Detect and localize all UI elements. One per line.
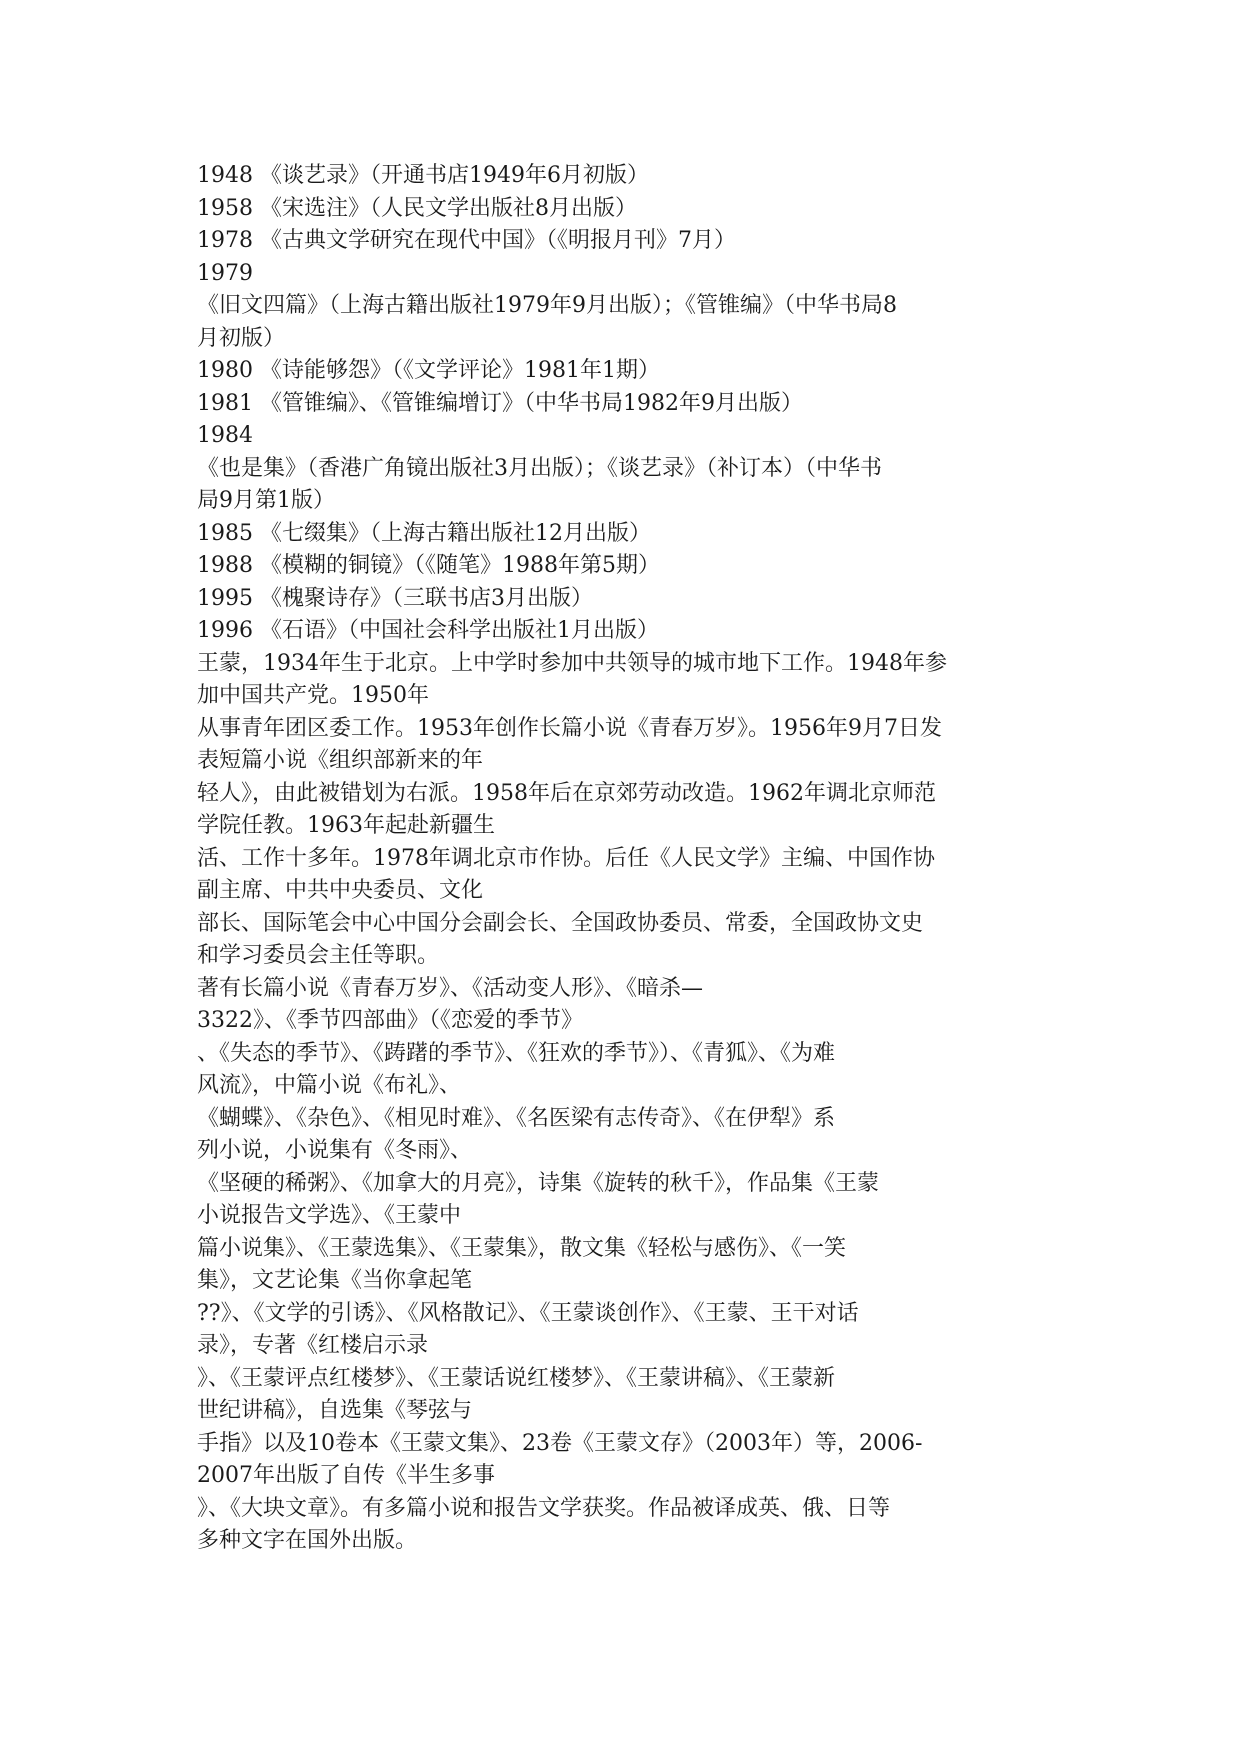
document-text: [197, 160, 1077, 1558]
text-line: 王蒙，1934年生于北京。上中学时参加中共领导的城市地下工作。1948年参: [197, 650, 947, 676]
text-line: 局9月第1版）: [197, 488, 335, 513]
text-line: 1996 《石语》（中国社会科学出版社1月出版）: [197, 618, 659, 643]
text-line: 篇小说集》、《王蒙选集》、《王蒙集》，散文集《轻松与感伤》、《一笑: [197, 1235, 847, 1261]
text-line: 著有长篇小说《青春万岁》、《活动变人形》、《暗杀—: [197, 975, 704, 1001]
text-line: 1988 《模糊的铜镜》（《随笔》1988年第5期）: [197, 553, 660, 578]
text-line: 手指》以及10卷本《王蒙文集》、23卷《王蒙文存》（2003年）等，2006-: [197, 1430, 923, 1456]
text-line: 1978 《古典文学研究在现代中国》（《明报月刊》7月）: [197, 228, 736, 253]
text-line: 《旧文四篇》（上海古籍出版社1979年9月出版）；《管锥编》（中华书局8: [197, 293, 897, 318]
text-line: 1948 《谈艺录》（开通书店1949年6月初版）: [197, 163, 649, 188]
text-line: 世纪讲稿》，自选集《琴弦与: [197, 1398, 473, 1423]
text-line: 2007年出版了自传《半生多事: [197, 1463, 495, 1488]
text-line: 1981 《管锥编》、《管锥编增订》（中华书局1982年9月出版）: [197, 390, 803, 416]
text-line: 集》，文艺论集《当你拿起笔: [197, 1268, 473, 1293]
text-line: 《蝴蝶》、《杂色》、《相见时难》、《名医梁有志传奇》、《在伊犁》系: [197, 1105, 836, 1131]
text-line: 1984: [197, 423, 253, 448]
text-line: 月初版）: [197, 325, 286, 351]
text-line: 《也是集》（香港广角镜出版社3月出版）；《谈艺录》（补订本）（中华书: [197, 455, 882, 481]
text-line: 部长、国际笔会中心中国分会副会长、全国政协委员、常委，全国政协文史: [197, 910, 924, 936]
text-line: 小说报告文学选》、《王蒙中: [197, 1203, 462, 1228]
text-line: 风流》，中篇小说《布礼》、: [197, 1073, 462, 1098]
text-line: 1979: [197, 260, 253, 286]
text-line: 列小说，小说集有《冬雨》、: [197, 1138, 473, 1163]
text-line: 录》，专著《红楼启示录: [197, 1333, 429, 1358]
text-line: 3322》、《季节四部曲》（《恋爱的季节》: [197, 1008, 583, 1033]
text-line: 、《失态的季节》、《踌躇的季节》、《狂欢的季节》）、《青狐》、《为难: [197, 1040, 836, 1066]
text-line: ??》、《文学的引诱》、《风格散记》、《王蒙谈创作》、《王蒙、王干对话: [197, 1300, 859, 1326]
text-line: 多种文字在国外出版。: [197, 1528, 418, 1553]
text-line: 》、《王蒙评点红楼梦》、《王蒙话说红楼梦》、《王蒙讲稿》、《王蒙新: [197, 1365, 836, 1391]
text-line: 学院任教。1963年起赴新疆生: [197, 813, 495, 838]
text-line: 1995 《槐聚诗存》（三联书店3月出版）: [197, 585, 593, 611]
text-line: 加中国共产党。1950年: [197, 683, 429, 708]
text-line: 1958 《宋选注》（人民文学出版社8月出版）: [197, 195, 637, 221]
text-line: 》、《大块文章》。有多篇小说和报告文学获奖。作品被译成英、俄、日等: [197, 1495, 891, 1521]
text-line: 《坚硬的稀粥》、《加拿大的月亮》，诗集《旋转的秋千》，作品集《王蒙: [197, 1170, 880, 1196]
text-line: 和学习委员会主任等职。: [197, 943, 440, 968]
text-line: 从事青年团区委工作。1953年创作长篇小说《青春万岁》。1956年9月7日发: [197, 715, 942, 741]
text-line: 1980 《诗能够怨》（《文学评论》1981年1期）: [197, 358, 660, 383]
text-line: 副主席、中共中央委员、文化: [197, 878, 484, 903]
text-line: 1985 《七缀集》（上海古籍出版社12月出版）: [197, 520, 651, 546]
text-line: 轻人》，由此被错划为右派。1958年后在京郊劳动改造。1962年调北京师范: [197, 780, 936, 806]
text-line: 活、工作十多年。1978年调北京市作协。后任《人民文学》主编、中国作协: [197, 845, 935, 871]
text-line: 表短篇小说《组织部新来的年: [197, 748, 484, 773]
